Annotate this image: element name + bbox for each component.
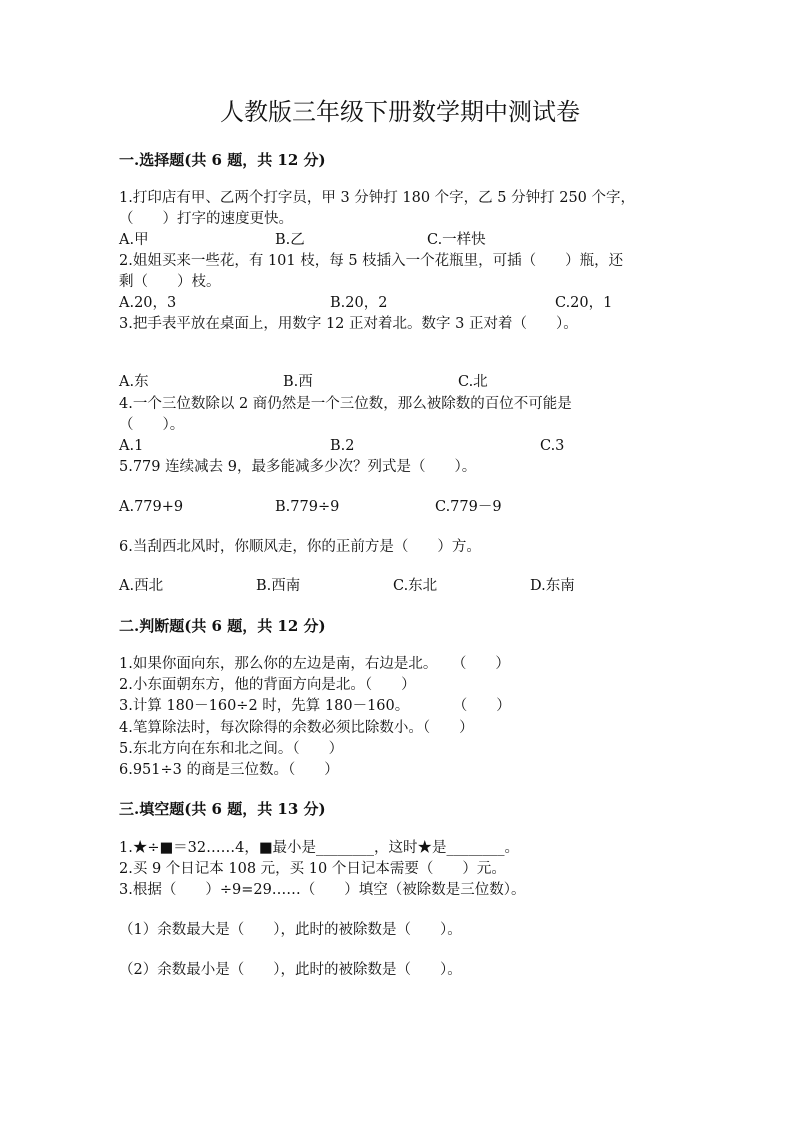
option-c: C.20，1 <box>555 295 613 311</box>
option-a: A.东 <box>119 374 149 390</box>
option-a: A.20，3 <box>119 295 177 311</box>
option-a: A.甲 <box>119 232 149 248</box>
option-b: B.779÷9 <box>275 499 340 515</box>
section-heading-fill: 三.填空题(共 6 题，共 13 分) <box>119 800 326 818</box>
judge-item: 2.小东面朝东方，他的背面方向是北。（ ） <box>119 677 416 693</box>
question-text: 3.把手表平放在桌面上，用数字 12 正对着北。数字 3 正对着（ ）。 <box>119 316 578 332</box>
question-text: 1.打印店有甲、乙两个打字员，甲 3 分钟打 180 个字，乙 5 分钟打 250 个字， <box>119 190 636 206</box>
option-b: B.西南 <box>256 578 301 594</box>
option-a: A.西北 <box>119 578 164 594</box>
question-text: 2.姐姐买来一些花，有 101 枝，每 5 枝插入一个花瓶里，可插（ ）瓶，还 <box>119 253 624 269</box>
question-text: 6.当刮西北风时，你顺风走，你的正前方是（ ）方。 <box>119 539 481 555</box>
exam-title: 人教版三年级下册数学期中测试卷 <box>220 98 580 126</box>
option-c: C.3 <box>540 438 565 454</box>
option-c: C.779－9 <box>435 499 502 515</box>
judge-item: 6.951÷3 的商是三位数。（ ） <box>119 762 339 778</box>
option-c: C.北 <box>458 374 488 390</box>
question-text: （ ）。 <box>119 417 185 433</box>
fill-item: 2.买 9 个日记本 108 元，买 10 个日记本需要（ ）元。 <box>119 861 506 877</box>
option-a: A.779+9 <box>119 499 184 515</box>
fill-subitem: （1）余数最大是（ ），此时的被除数是（ ）。 <box>119 922 462 938</box>
judge-item: 1.如果你面向东，那么你的左边是南，右边是北。 （ ） <box>119 656 510 672</box>
question-text: 剩（ ）枝。 <box>119 274 221 290</box>
section-heading-judge: 二.判断题(共 6 题，共 12 分) <box>119 617 326 635</box>
option-b: B.西 <box>283 374 313 390</box>
option-b: B.2 <box>330 438 355 454</box>
question-text: （ ）打字的速度更快。 <box>119 211 293 227</box>
fill-item: 1.★÷■＝32……4，■最小是________，这时★是________。 <box>119 840 520 856</box>
judge-item: 3.计算 180－160÷2 时，先算 180－160。 （ ） <box>119 698 511 714</box>
option-d: D.东南 <box>530 578 575 594</box>
fill-subitem: （2）余数最小是（ ），此时的被除数是（ ）。 <box>119 962 462 978</box>
section-heading-choice: 一.选择题(共 6 题，共 12 分) <box>119 151 326 169</box>
question-text: 4.一个三位数除以 2 商仍然是一个三位数，那么被除数的百位不可能是 <box>119 396 572 412</box>
fill-item: 3.根据（ ）÷9=29……（ ）填空（被除数是三位数）。 <box>119 882 526 898</box>
option-b: B.乙 <box>275 232 305 248</box>
option-c: C.一样快 <box>427 232 486 248</box>
option-b: B.20，2 <box>330 295 388 311</box>
question-text: 5.779 连续减去 9，最多能减多少次？列式是（ ）。 <box>119 459 477 475</box>
judge-item: 5.东北方向在东和北之间。（ ） <box>119 741 344 757</box>
judge-item: 4.笔算除法时，每次除得的余数必须比除数小。（ ） <box>119 720 474 736</box>
option-c: C.东北 <box>393 578 438 594</box>
option-a: A.1 <box>119 438 144 454</box>
